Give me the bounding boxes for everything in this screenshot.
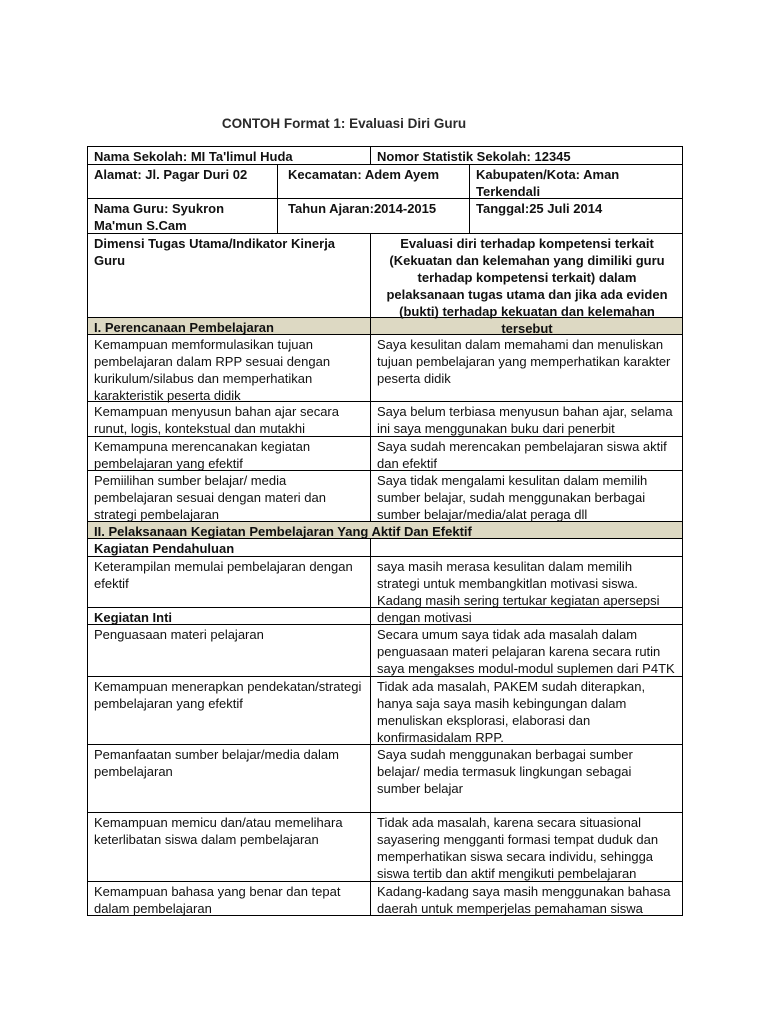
indicator-cell: Kemampuan menyusun bahan ajar secara runut, logis, kontekstual dan mutakhi <box>94 404 339 436</box>
indicator-cell: Pemiilihan sumber belajar/ media pembelajaran sesuai dengan materi dan strategi pembelajaran <box>94 473 326 522</box>
evaluation-cell: Saya belum terbiasa menyusun bahan ajar, selama ini saya menggunakan buku dari penerbit <box>370 402 682 436</box>
indicator-cell: Kemampuan bahasa yang benar dan tepat dalam pembelajaran <box>94 884 341 916</box>
document-title: CONTOH Format 1: Evaluasi Diri Guru <box>221 116 467 131</box>
section-title: II. Pelaksanaan Kegiatan Pembelajaran Yang Aktif Dan Efektif <box>94 524 472 539</box>
school-address: Alamat: Jl. Pagar Duri 02 <box>94 167 248 182</box>
header-row-address <box>87 164 683 198</box>
header-row-school <box>87 146 683 164</box>
teacher-name: Nama Guru: Syukron Ma'mun S.Cam <box>94 201 225 233</box>
school-name: Nama Sekolah: MI Ta'limul Huda <box>94 149 293 164</box>
academic-year: Tahun Ajaran:2014-2015 <box>277 199 469 233</box>
table-row <box>87 401 683 436</box>
indicator-cell: Kemampuan memformulasikan tujuan pembelajaran dalam RPP sesuai dengan kurikulum/silabus dan memperhatikan karakteristik peserta didik <box>94 337 331 403</box>
table-row <box>87 470 683 521</box>
table-row <box>87 744 683 812</box>
evaluation-cell: Saya kesulitan dalam memahami dan menuliskan tujuan pembelajaran yang memperhatikan karakter peserta didik <box>370 335 682 401</box>
subsection-heading-opening <box>87 538 683 556</box>
header-row-teacher <box>87 198 683 233</box>
table-row <box>87 436 683 470</box>
evaluation-cell: Tidak ada masalah, karena secara situasional sayasering mengganti formasi tempat duduk dan memperhatikan siswa secara individu, sehingga siswa tertib dan aktif mengikuti pembelajaran <box>370 813 682 881</box>
column-header-evaluation: Evaluasi diri terhadap kompetensi terkait (Kekuatan dan kelemahan yang dimiliki guru terhadap kompetensi terkait) dalam pelaksanaan tugas utama dan jika ada eviden (bukti) terhadap kekuatan dan kelemahan tersebut <box>370 234 682 317</box>
school-number: Nomor Statistik Sekolah: 12345 <box>370 147 682 164</box>
evaluation-cell: Saya sudah menggunakan berbagai sumber belajar/ media termasuk lingkungan sebagai sumber belajar <box>370 745 682 812</box>
subsection-title: Kagiatan Pendahuluan <box>94 541 235 556</box>
table-row <box>87 676 683 744</box>
section-title: I. Perencanaan Pembelajaran <box>94 320 274 335</box>
indicator-cell: Kemampuan menerapkan pendekatan/strategi pembelajaran yang efektif <box>94 679 362 711</box>
column-header-indicator: Dimensi Tugas Utama/Indikator Kinerja Guru <box>94 236 336 268</box>
evaluation-cell: Secara umum saya tidak ada masalah dalam penguasaan materi pelajaran karena secara rutin saya mengakses modul-modul suplemen dari P4TK <box>370 625 682 676</box>
indicator-cell: Penguasaan materi pelajaran <box>94 627 264 642</box>
evaluation-cell: Tidak ada masalah, PAKEM sudah diterapkan, hanya saja saya masih kebingungan dalam menuliskan eksplorasi, elaborasi dan konfirmasidalam RPP. <box>370 677 682 744</box>
table-row <box>87 881 683 916</box>
evaluation-date: Tanggal:25 Juli 2014 <box>469 199 682 233</box>
table-row <box>87 812 683 881</box>
evaluation-cell: Saya tidak mengalami kesulitan dalam memilih sumber belajar, sudah menggunakan berbagai sumber belajar/media/alat peraga dll <box>370 471 682 521</box>
school-regency: Kabupaten/Kota: Aman Terkendali <box>469 165 682 198</box>
evaluation-cell: Saya sudah merencakan pembelajaran siswa aktif dan efektif <box>370 437 682 470</box>
school-district: Kecamatan: Adem Ayem <box>277 165 469 198</box>
section-heading-implementation <box>87 521 683 538</box>
evaluation-cell: saya masih merasa kesulitan dalam memilih strategi untuk membangkitlan motivasi siswa. Kadang masih sering tertukar kegiatan apersepsi dengan motivasi <box>370 557 682 607</box>
indicator-cell: Keterampilan memulai pembelajaran dengan efektif <box>94 559 353 591</box>
evaluation-table <box>87 146 683 916</box>
table-row <box>87 334 683 401</box>
evaluation-cell: Kadang-kadang saya masih menggunakan bahasa daerah untuk memperjelas pemahaman siswa <box>370 882 682 915</box>
subsection-heading-core <box>87 607 683 624</box>
section-heading-planning <box>87 317 683 334</box>
indicator-cell: Kemampuna merencanakan kegiatan pembelajaran yang efektif <box>94 439 311 471</box>
indicator-cell: Pemanfaatan sumber belajar/media dalam pembelajaran <box>94 747 339 779</box>
table-row <box>87 624 683 676</box>
indicator-cell: Kemampuan memicu dan/atau memelihara keterlibatan siswa dalam pembelajaran <box>94 815 343 847</box>
subsection-title: Kegiatan Inti <box>94 610 173 625</box>
